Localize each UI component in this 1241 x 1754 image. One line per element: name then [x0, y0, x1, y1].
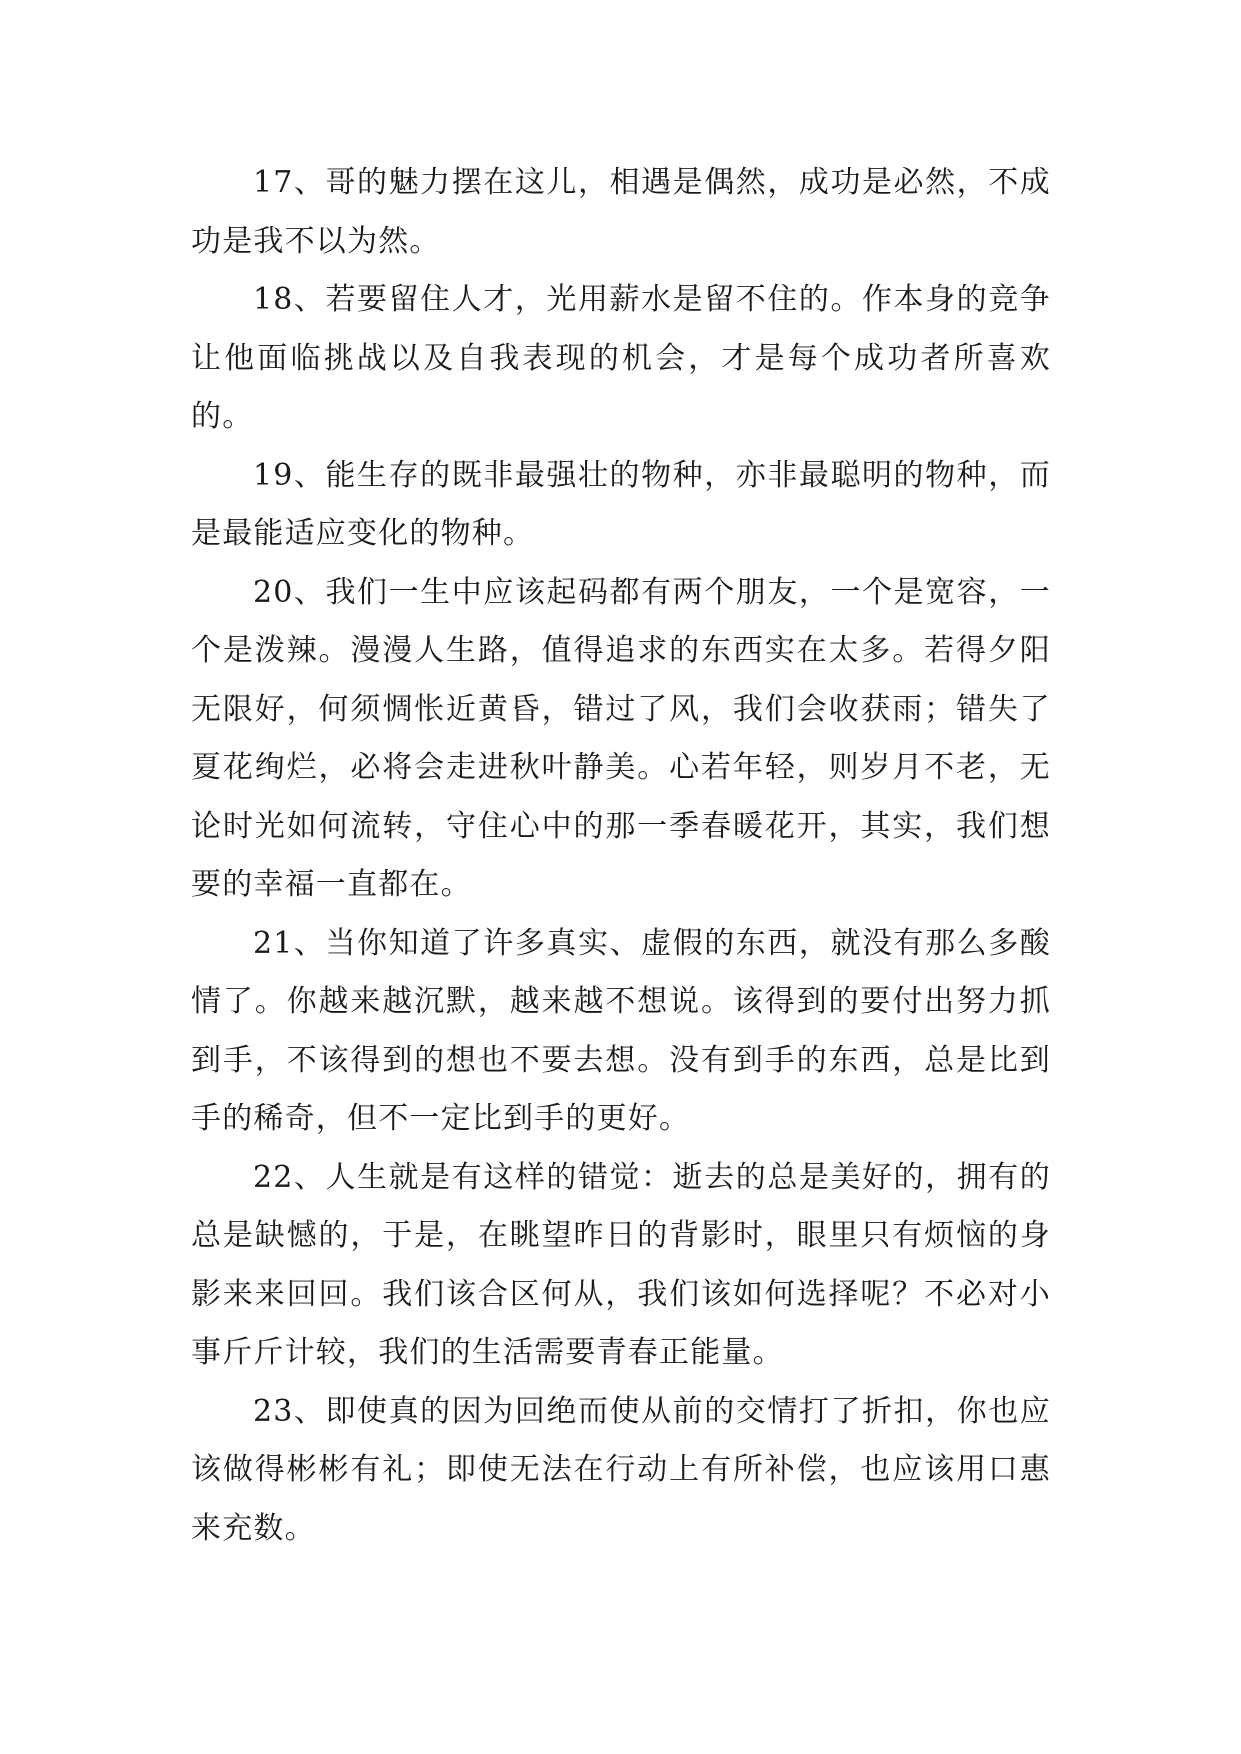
paragraph-23: 23、即使真的因为回绝而使从前的交情打了折扣，你也应该做得彬彬有礼；即使无法在行动上有所补偿，也应该用口惠来充数。 — [191, 1393, 1051, 1546]
paragraph-22: 22、人生就是有这样的错觉：逝去的总是美好的，拥有的总是缺憾的，于是，在眺望昨日的背影时，眼里只有烦恼的身影来来回回。我们该合区何从，我们该如何选择呢？不必对小事斤斤计较，我们的生活需要青春正能量。 — [191, 1159, 1051, 1370]
paragraph-17: 17、哥的魅力摆在这儿，相遇是偶然，成功是必然，不成功是我不以为然。 — [191, 165, 1051, 259]
paragraph-20: 20、我们一生中应该起码都有两个朋友，一个是宽容，一个是泼辣。漫漫人生路，值得追求的东西实在太多。若得夕阳无限好，何须惆怅近黄昏，错过了风，我们会收获雨；错失了夏花绚烂，必将会走进秋叶静美。心若年轻，则岁月不老，无论时光如何流转，守住心中的那一季春暖花开，其实，我们想要的幸福一直都在。 — [191, 574, 1051, 902]
paragraph-21: 21、当你知道了许多真实、虚假的东西，就没有那么多酸情了。你越来越沉默，越来越不想说。该得到的要付出努力抓到手，不该得到的想也不要去想。没有到手的东西，总是比到手的稀奇，但不一定比到手的更好。 — [191, 925, 1051, 1136]
paragraph-18: 18、若要留住人才，光用薪水是留不住的。作本身的竞争让他面临挑战以及自我表现的机会，才是每个成功者所喜欢的。 — [191, 282, 1051, 434]
document-body — [191, 154, 1051, 1558]
paragraph-19: 19、能生存的既非最强壮的物种，亦非最聪明的物种，而是最能适应变化的物种。 — [191, 457, 1051, 551]
